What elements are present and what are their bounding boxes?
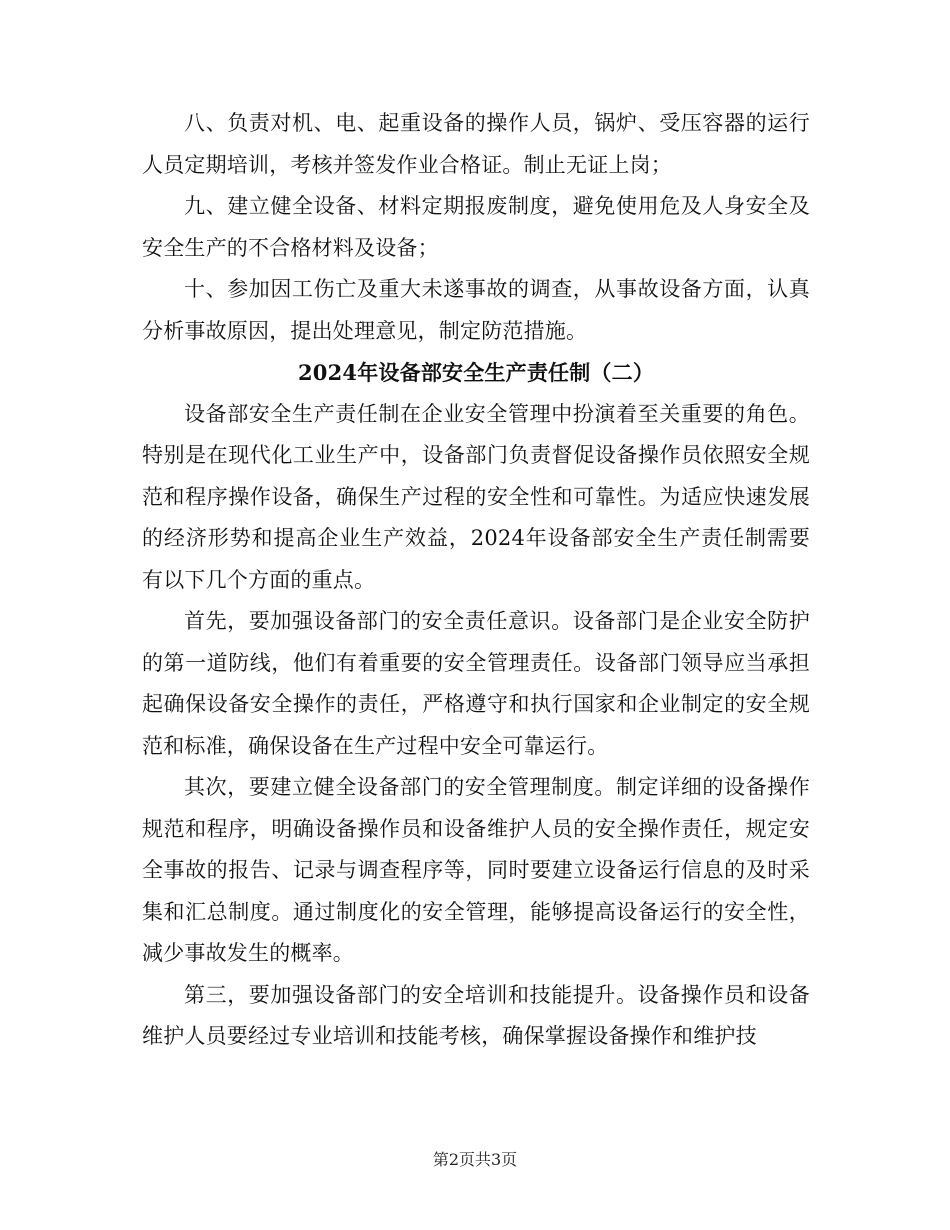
paragraph-item-10: 十、参加因工伤亡及重大未遂事故的调查，从事故设备方面，认真分析事故原因，提出处理意见，制定防范措施。 [142,277,810,343]
paragraph-second: 其次，要建立健全设备部门的安全管理制度。制定详细的设备操作规范和程序，明确设备操作员和设备维护人员的安全操作责任，规定安全事故的报告、记录与调查程序等，同时要建立设备运行信息的及时采集和汇总制度。通过制度化的安全管理，能够提高设备运行的安全性，减少事故发生的概率。 [142,775,810,965]
paragraph-intro: 设备部安全生产责任制在企业安全管理中扮演着至关重要的角色。特别是在现代化工业生产中，设备部门负责督促设备操作员依照安全规范和程序操作设备，确保生产过程的安全性和可靠性。为适应快速发展的经济形势和提高企业生产效益，2024年设备部安全生产责任制需要有以下几个方面的重点。 [142,401,810,592]
section-heading: 2024年设备部安全生产责任制（二） [297,360,655,385]
paragraph-first: 首先，要加强设备部门的安全责任意识。设备部门是企业安全防护的第一道防线，他们有着重要的安全管理责任。设备部门领导应当承担起确保设备安全操作的责任，严格遵守和执行国家和企业制定的安全规范和标准，确保设备在生产过程中安全可靠运行。 [142,609,810,758]
paragraph-item-9: 九、建立健全设备、材料定期报废制度，避免使用危及人身安全及安全生产的不合格材料及设备； [142,194,810,260]
document-body [142,103,810,1058]
paragraph-third: 第三，要加强设备部门的安全培训和技能提升。设备操作员和设备维护人员要经过专业培训和技能考核，确保掌握设备操作和维护技 [142,982,810,1048]
paragraph-item-8: 八、负责对机、电、起重设备的操作人员，锅炉、受压容器的运行人员定期培训，考核并签发作业合格证。制止无证上岗； [142,111,810,177]
page-number: 第2页共3页 [432,1150,518,1169]
